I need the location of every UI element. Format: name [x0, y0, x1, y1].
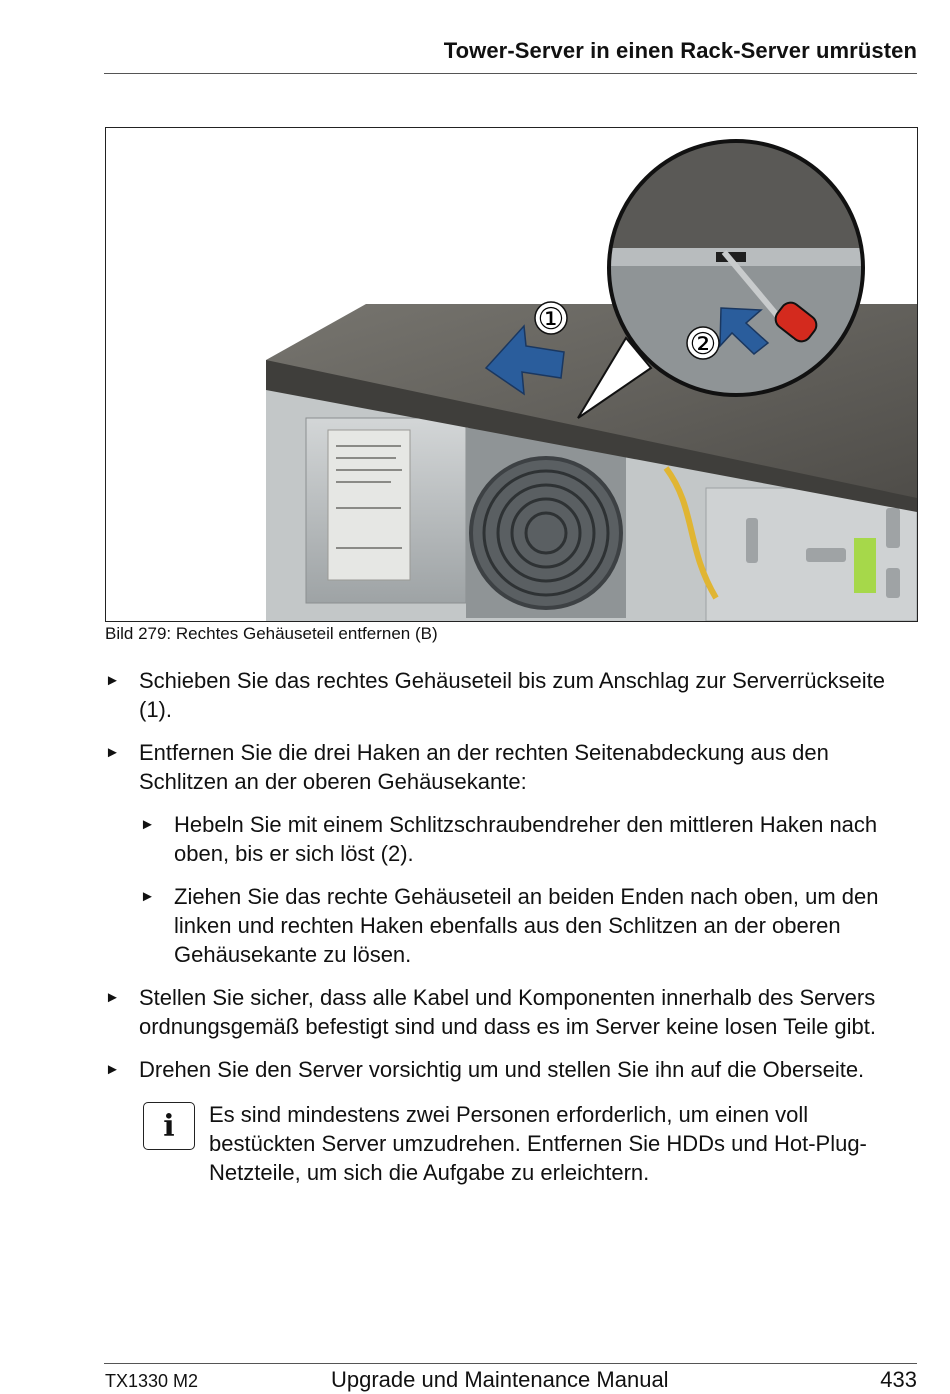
bullet-arrow-icon: ►	[140, 888, 155, 905]
info-icon: i	[143, 1102, 195, 1150]
step-text: Stellen Sie sicher, dass alle Kabel und Komponenten innerhalb des Servers ordnungsgemäß befestigt sind und dass es im Server keine losen Teile gibt.	[139, 985, 877, 1039]
step-item	[105, 983, 920, 1041]
page-header-title: Tower-Server in einen Rack-Server umrüsten	[443, 38, 917, 63]
figure-image	[105, 127, 918, 622]
header-divider	[104, 73, 917, 74]
psu-label	[328, 430, 410, 580]
figure-caption: Bild 279: Rechtes Gehäuseteil entfernen (B)	[105, 624, 438, 643]
step-item	[105, 738, 920, 796]
step-item	[105, 666, 920, 724]
psu-fan	[471, 458, 621, 608]
step-text: Schieben Sie das rechtes Gehäuseteil bis zum Anschlag zur Serverrückseite (1).	[139, 668, 885, 722]
bullet-arrow-icon: ►	[105, 744, 120, 761]
footer-model: TX1330 M2	[105, 1371, 199, 1391]
info-note-text: Es sind mindestens zwei Personen erforderlich, um einen voll bestückten Server umzudrehen. Entfernen Sie HDDs und Hot-Plug-Netzteile, um sich die Aufgabe zu erleichtern.	[209, 1102, 867, 1185]
page-number: 433	[880, 1367, 917, 1392]
footer-divider	[104, 1363, 917, 1364]
server-illustration	[106, 128, 917, 621]
substep-text: Ziehen Sie das rechte Gehäuseteil an beiden Enden nach oben, um den linken und rechten Haken ebenfalls aus den Schlitzen an der oberen Gehäusekante zu lösen.	[174, 884, 879, 967]
step-item	[105, 1055, 920, 1084]
callout-1: ①	[537, 302, 565, 337]
bullet-arrow-icon: ►	[105, 989, 120, 1006]
substep-item	[140, 882, 920, 969]
substep-item	[140, 810, 920, 868]
callout-2: ②	[689, 327, 717, 362]
instruction-list	[105, 666, 920, 1187]
step-text: Drehen Sie den Server vorsichtig um und stellen Sie ihn auf die Oberseite.	[139, 1057, 865, 1082]
bullet-arrow-icon: ►	[105, 1061, 120, 1078]
step-text: Entfernen Sie die drei Haken an der rechten Seitenabdeckung aus den Schlitzen an der oberen Gehäusekante:	[139, 740, 829, 794]
green-release-tab	[854, 538, 876, 593]
bullet-arrow-icon: ►	[140, 816, 155, 833]
footer-manual-title: Upgrade und Maintenance Manual	[331, 1367, 669, 1392]
substep-text: Hebeln Sie mit einem Schlitzschraubendreher den mittleren Haken nach oben, bis er sich löst (2).	[174, 812, 878, 866]
bullet-arrow-icon: ►	[105, 672, 120, 689]
info-note	[143, 1100, 920, 1187]
